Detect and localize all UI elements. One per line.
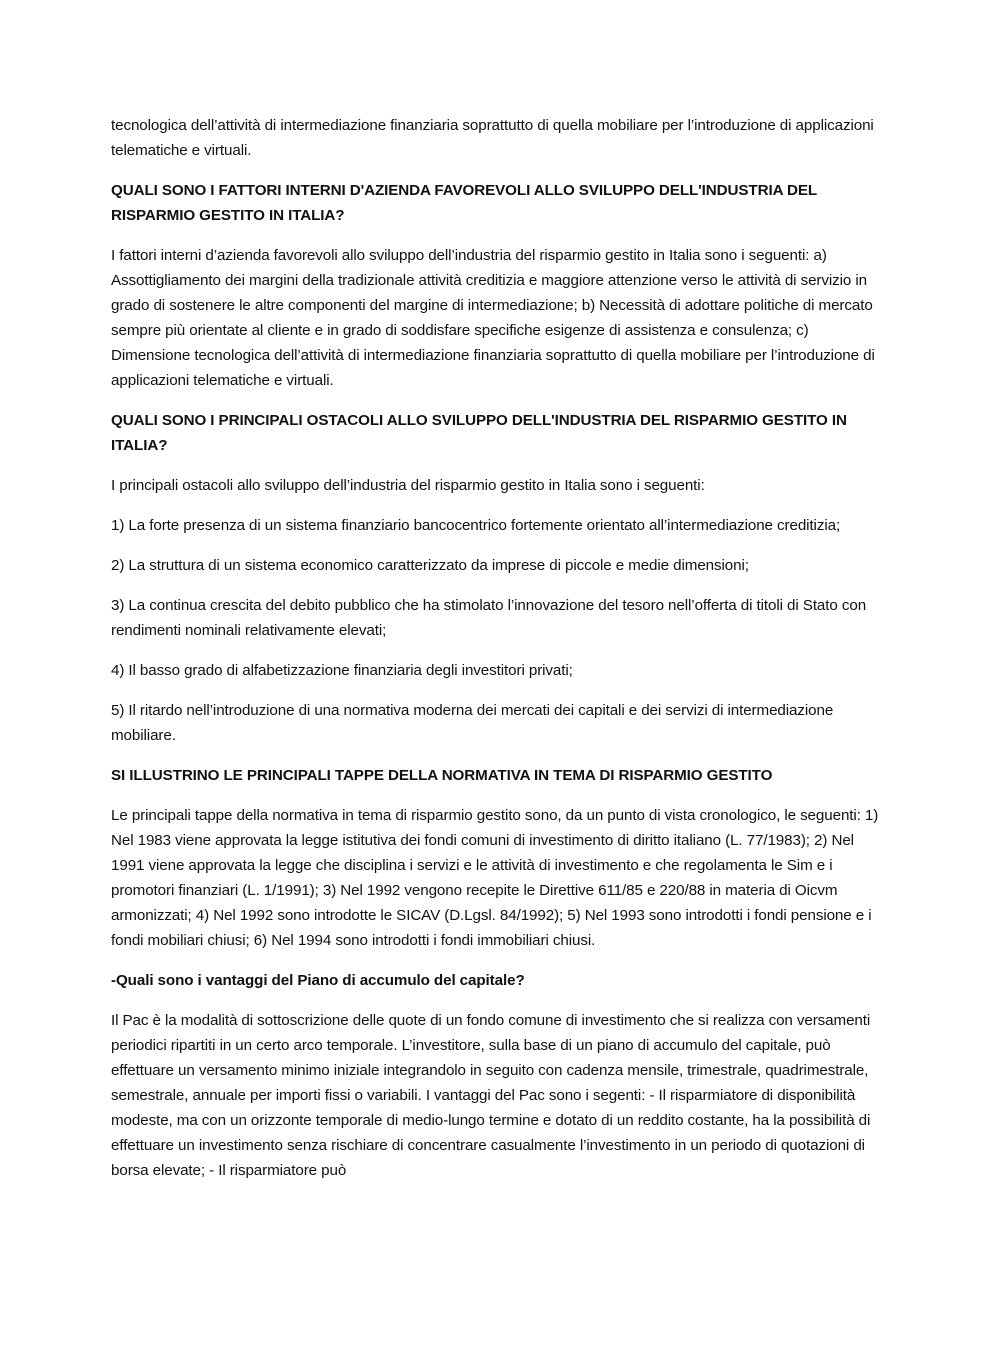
paragraph-obstacles-intro: I principali ostacoli allo sviluppo dell’industria del risparmio gestito in Italia sono i seguenti: bbox=[111, 477, 705, 494]
list-item-obstacle-4: 4) Il basso grado di alfabetizzazione finanziaria degli investitori privati; bbox=[111, 662, 573, 679]
paragraph-internal-factors: I fattori interni d’azienda favorevoli allo sviluppo dell’industria del risparmio gestito in Italia sono i seguenti: a) Assottigliamento dei margini della tradizionale attività creditizia e maggiore attenzione verso le attività di servizio in grado di sostenere le altre componenti del margine di intermediazione; b) Necessità di adottare politiche di mercato sempre più orientate al cliente e in grado di soddisfare specifiche esigenze di assistenza e consulenza; c) Dimensione tecnologica dell’attività di intermediazione finanziaria soprattutto di quella mobiliare per l’introduzione di applicazioni telematiche e virtuali. bbox=[111, 247, 875, 389]
paragraph-regulation-milestones: Le principali tappe della normativa in tema di risparmio gestito sono, da un punto di vista cronologico, le seguenti: 1) Nel 1983 viene approvata la legge istitutiva dei fondi comuni di investimento di diritto italiano (L. 77/1983); 2) Nel 1991 viene approvata la legge che disciplina i servizi e le attività di investimento e che regolamenta le Sim e i promotori finanziari (L. 1/1991); 3) Nel 1992 vengono recepite le Direttive 611/85 e 220/88 in materia di Oicvm armonizzati; 4) Nel 1992 sono introdotte le SICAV (D.Lgsl. 84/1992); 5) Nel 1993 sono introdotti i fondi pensione e i fondi mobiliari chiusi; 6) Nel 1994 sono introdotti i fondi immobiliari chiusi. bbox=[111, 807, 879, 949]
heading-obstacles: QUALI SONO I PRINCIPALI OSTACOLI ALLO SVILUPPO DELL'INDUSTRIA DEL RISPARMIO GESTITO IN ITALIA? bbox=[111, 412, 847, 454]
paragraph-intro-continuation: tecnologica dell’attività di intermediazione finanziaria soprattutto di quella mobiliare per l’introduzione di applicazioni telematiche e virtuali. bbox=[111, 117, 874, 159]
document-page bbox=[111, 113, 891, 1198]
heading-regulation-milestones: SI ILLUSTRINO LE PRINCIPALI TAPPE DELLA NORMATIVA IN TEMA DI RISPARMIO GESTITO bbox=[111, 767, 773, 784]
list-item-obstacle-3: 3) La continua crescita del debito pubblico che ha stimolato l’innovazione del tesoro nell’offerta di titoli di Stato con rendimenti nominali relativamente elevati; bbox=[111, 597, 867, 639]
list-item-obstacle-2: 2) La struttura di un sistema economico caratterizzato da imprese di piccole e medie dimensioni; bbox=[111, 557, 749, 574]
paragraph-pac-advantages: Il Pac è la modalità di sottoscrizione delle quote di un fondo comune di investimento che si realizza con versamenti periodici ripartiti in un certo arco temporale. L’investitore, sulla base di un piano di accumulo del capitale, può effettuare un versamento minimo iniziale integrandolo in seguito con cadenza mensile, trimestrale, quadrimestrale, semestrale, annuale per importi fissi o variabili. I vantaggi del Pac sono i segenti: - Il risparmiatore di disponibilità modeste, ma con un orizzonte temporale di medio-lungo termine e dotato di un reddito costante, ha la possibilità di effettuare un investimento senza rischiare di concentrare casualmente l’investimento in un periodo di quotazioni di borsa elevate; - Il risparmiatore può bbox=[111, 1012, 871, 1179]
list-item-obstacle-5: 5) Il ritardo nell’introduzione di una normativa moderna dei mercati dei capitali e dei servizi di intermediazione mobiliare. bbox=[111, 702, 834, 744]
heading-pac-advantages: -Quali sono i vantaggi del Piano di accumulo del capitale? bbox=[111, 972, 525, 989]
heading-internal-factors: QUALI SONO I FATTORI INTERNI D'AZIENDA FAVOREVOLI ALLO SVILUPPO DELL'INDUSTRIA DEL RISPARMIO GESTITO IN ITALIA? bbox=[111, 182, 817, 224]
list-item-obstacle-1: 1) La forte presenza di un sistema finanziario bancocentrico fortemente orientato all’intermediazione creditizia; bbox=[111, 517, 841, 534]
